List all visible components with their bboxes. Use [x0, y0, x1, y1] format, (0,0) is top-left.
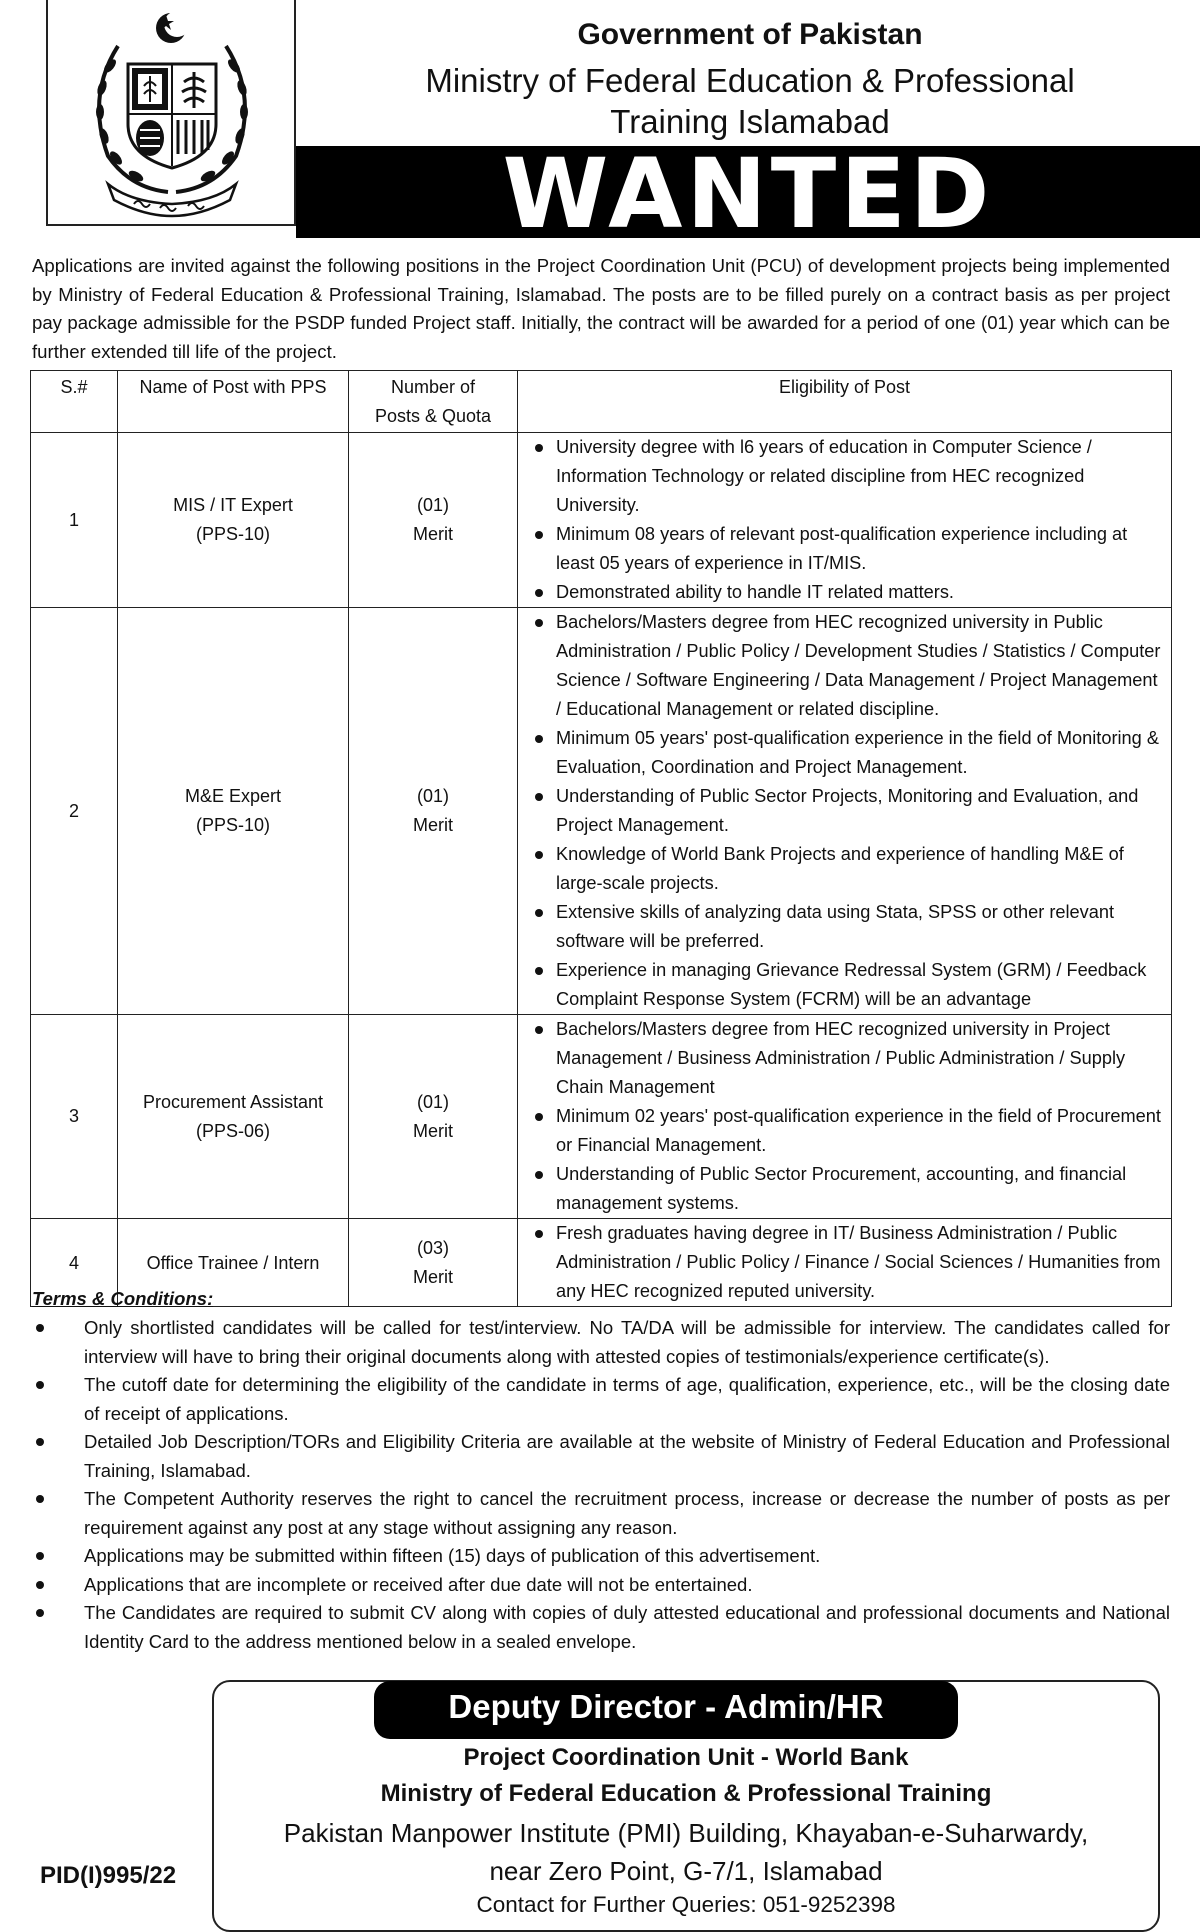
post-pps: (PPS-06) [195, 1120, 271, 1141]
header-sn: S.# [31, 371, 118, 433]
eligibility-item: Bachelors/Masters degree from HEC recognized university in Public Administration / Public Policy / Development Studies / Statistics / Computer Science / Software Engineering / Data Management / Project Management / Educational Management or related discipline. [526, 608, 1167, 724]
row-posts-quota [349, 1015, 518, 1219]
government-heading: Government of Pakistan [577, 18, 923, 51]
terms-item: The Competent Authority reserves the right to cancel the recruitment process, increase or decrease the number of posts as per requirement against any post at any stage without assigning any reason. [32, 1485, 1170, 1542]
terms-heading: Terms & Conditions: [32, 1288, 214, 1309]
state-emblem-icon [60, 6, 282, 220]
eligibility-list [526, 433, 1167, 607]
post-quota: Merit [413, 1120, 453, 1141]
ministry-line: Ministry of Federal Education & Professional Training [380, 1780, 992, 1807]
eligibility-item: Experience in managing Grievance Redressal System (GRM) / Feedback Complaint Response System (FCRM) will be an advantage [526, 956, 1167, 1014]
eligibility-item: Minimum 02 years' post-qualification experience in the field of Procurement or Financial Management. [526, 1102, 1167, 1160]
row-eligibility [518, 1015, 1172, 1219]
terms-list [32, 1314, 1170, 1656]
post-quota: Merit [413, 524, 453, 544]
post-title: Procurement Assistant [142, 1091, 324, 1112]
terms-item: Detailed Job Description/TORs and Eligibility Criteria are available at the website of Ministry of Federal Education and Professional Training, Islamabad. [32, 1428, 1170, 1485]
post-count: (01) [416, 1091, 449, 1112]
eligibility-item: Understanding of Public Sector Projects, Monitoring and Evaluation, and Project Management. [526, 782, 1167, 840]
row-posts-quota [349, 1219, 518, 1307]
post-pps: (PPS-10) [195, 815, 271, 835]
address-line-1: Pakistan Manpower Institute (PMI) Building, Khayaban-e-Suharwardy, [283, 1818, 1089, 1848]
eligibility-item: Fresh graduates having degree in IT/ Business Administration / Public Administration / Public Policy / Finance / Social Sciences / Humanities from any HEC recognized reputed university. [526, 1219, 1167, 1306]
terms-item: Applications may be submitted within fifteen (15) days of publication of this advertisement. [32, 1542, 1170, 1571]
ministry-line-2: Training Islamabad [610, 103, 890, 140]
row-eligibility [518, 1219, 1172, 1307]
deputy-director-title: Deputy Director - Admin/HR [448, 1688, 884, 1725]
post-title: MIS / IT Expert [173, 495, 293, 515]
post-title: Office Trainee / Intern [146, 1252, 320, 1273]
header-posts-quota [349, 371, 518, 433]
row-sn: 2 [31, 608, 118, 1015]
row-post-name [118, 1015, 349, 1219]
terms-item: Applications that are incomplete or received after due date will not be entertained. [32, 1571, 1170, 1600]
eligibility-item: Bachelors/Masters degree from HEC recognized university in Project Management / Business Administration / Public Administration / Supply Chain Management [526, 1015, 1167, 1102]
eligibility-item: Minimum 08 years of relevant post-qualification experience including at least 05 years of experience in IT/MIS. [526, 520, 1167, 578]
post-count: (01) [416, 786, 449, 806]
wanted-title: WANTED [502, 138, 994, 250]
address-line-2: near Zero Point, G-7/1, Islamabad [489, 1856, 883, 1886]
header-posts-quota-line-1: Number of [390, 377, 476, 397]
table-row [31, 608, 1172, 1015]
row-post-name [118, 608, 349, 1015]
positions-table [30, 370, 1172, 1307]
eligibility-item: Knowledge of World Bank Projects and experience of handling M&E of large-scale projects. [526, 840, 1167, 898]
terms-item: The cutoff date for determining the eligibility of the candidate in terms of age, qualification, experience, etc., will be the closing date of receipt of applications. [32, 1371, 1170, 1428]
post-count: (03) [416, 1238, 449, 1258]
terms-item: Only shortlisted candidates will be called for test/interview. No TA/DA will be admissible for interview. The candidates called for interview will have to bring their original documents along with attested copies of testimonials/experience certificate(s). [32, 1314, 1170, 1371]
header-eligibility: Eligibility of Post [518, 371, 1172, 433]
emblem-frame [46, 0, 296, 226]
post-title: M&E Expert [184, 786, 282, 806]
row-sn: 4 [31, 1219, 118, 1307]
row-eligibility [518, 433, 1172, 608]
header-post-name: Name of Post with PPS [118, 371, 349, 433]
row-post-name [118, 433, 349, 608]
eligibility-item: University degree with l6 years of education in Computer Science / Information Technology or related discipline from HEC recognized University. [526, 433, 1167, 520]
row-sn: 3 [31, 1015, 118, 1219]
row-posts-quota [349, 608, 518, 1015]
table-row [31, 1015, 1172, 1219]
row-sn: 1 [31, 433, 118, 608]
post-pps: (PPS-10) [195, 524, 271, 544]
eligibility-item: Understanding of Public Sector Procurement, accounting, and financial management systems. [526, 1160, 1167, 1218]
table-header-row [31, 371, 1172, 433]
eligibility-list [526, 1219, 1167, 1306]
row-posts-quota [349, 433, 518, 608]
pid-number: PID(I)995/22 [40, 1862, 177, 1889]
eligibility-item: Demonstrated ability to handle IT related matters. [526, 578, 1167, 607]
post-count: (01) [416, 495, 449, 515]
eligibility-list [526, 1015, 1167, 1218]
ministry-heading [300, 60, 1200, 142]
terms-item: The Candidates are required to submit CV along with copies of duly attested educational and professional documents and National Identity Card to the address mentioned below in a sealed envelope. [32, 1599, 1170, 1656]
contact-line: Contact for Further Queries: 051-9252398 [476, 1892, 896, 1917]
eligibility-list [526, 608, 1167, 1014]
post-quota: Merit [413, 815, 453, 835]
table-row [31, 433, 1172, 608]
pcu-line: Project Coordination Unit - World Bank [463, 1744, 909, 1771]
row-eligibility [518, 608, 1172, 1015]
intro-paragraph: Applications are invited against the following positions in the Project Coordination Unit (PCU) of development projects being implemented by Ministry of Federal Education & Professional Training, Islamabad. The posts are to be filled purely on a contract basis as per project pay package admissible for the PSDP funded Project staff. Initially, the contract will be awarded for a period of one (01) year which can be further extended till life of the project. [32, 255, 1170, 362]
post-quota: Merit [413, 1267, 453, 1287]
ministry-line-1: Ministry of Federal Education & Professional [425, 62, 1075, 99]
eligibility-item: Minimum 05 years' post-qualification experience in the field of Monitoring & Evaluation, Coordination and Project Management. [526, 724, 1167, 782]
eligibility-item: Extensive skills of analyzing data using Stata, SPSS or other relevant software will be preferred. [526, 898, 1167, 956]
header-posts-quota-line-2: Posts & Quota [374, 406, 492, 426]
